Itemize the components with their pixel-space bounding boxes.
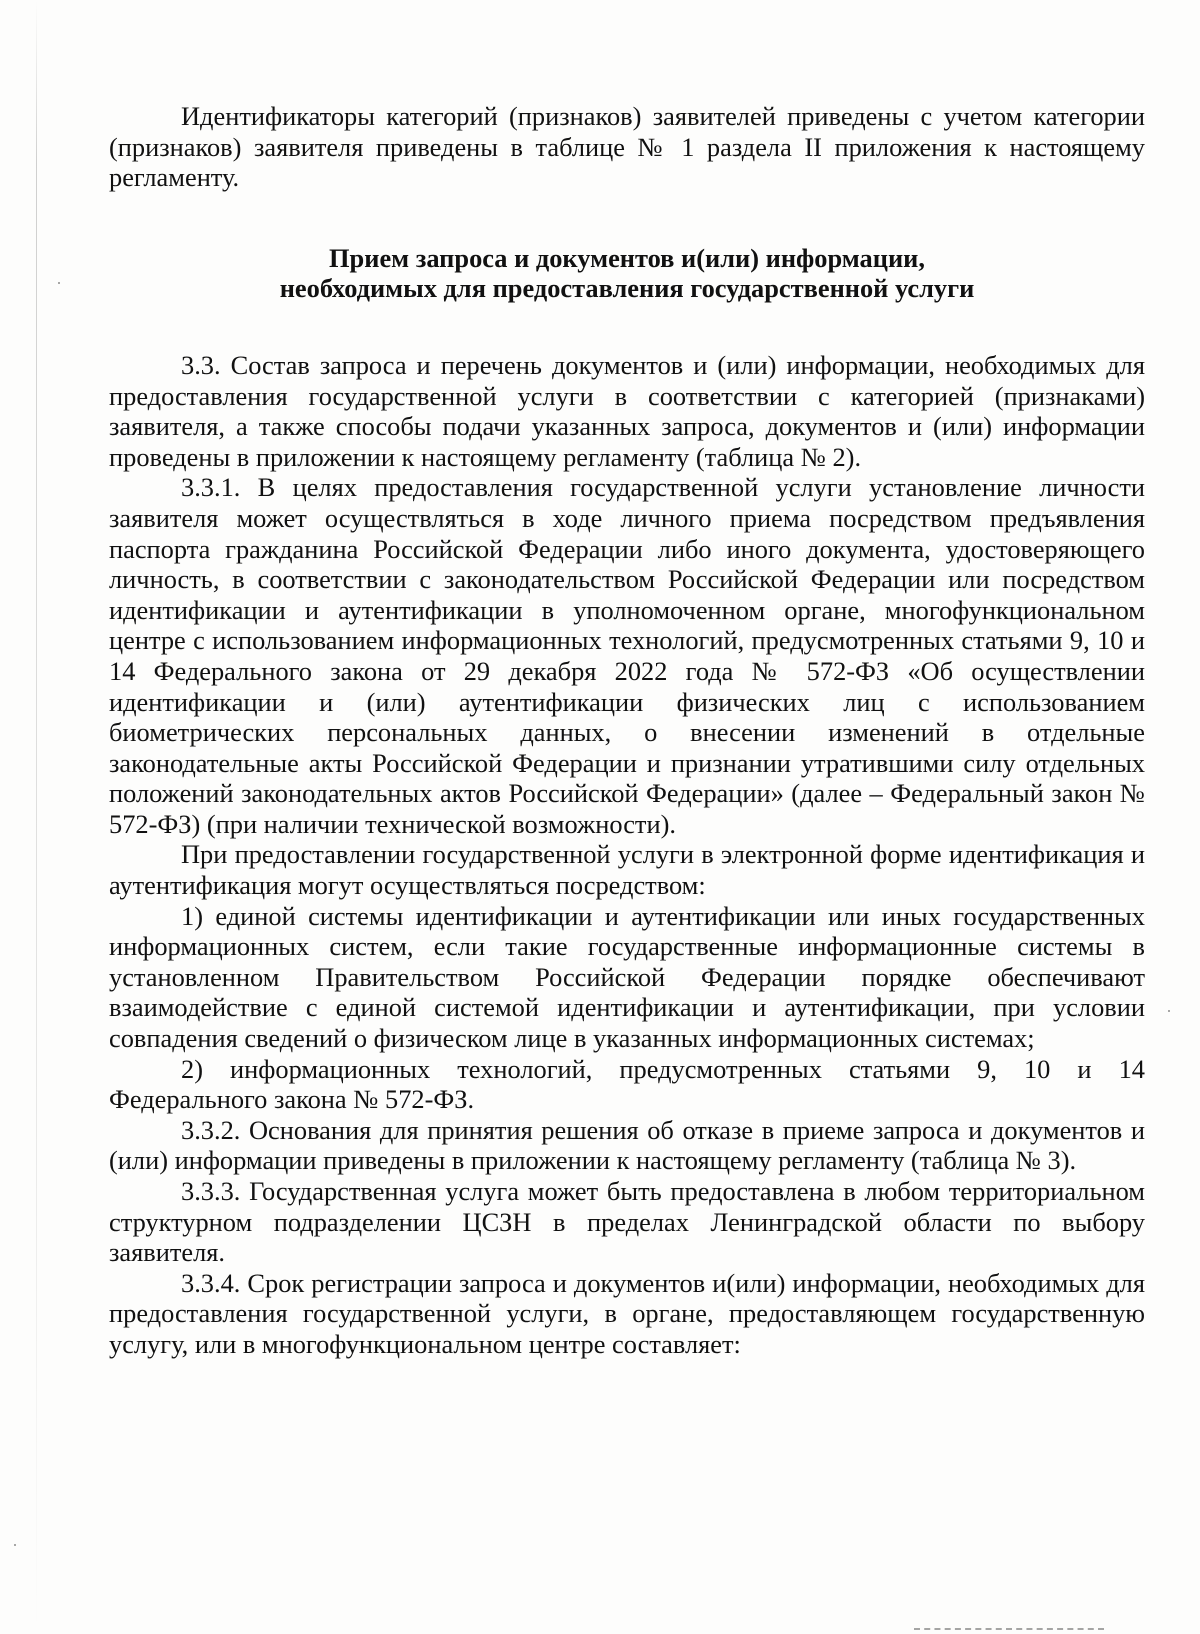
scan-speck [14, 1544, 16, 1546]
paragraph-3-3: 3.3. Состав запроса и перечень документов и (или) информации, необходимых для предоставления государственной услуги в соответствии с категорией (признаками) заявителя, а также способы подачи указанных запроса, документов и (или) информации проведены в приложении к настоящему регламенту (таблица № 2). [109, 349, 1145, 472]
paragraph-3-3-3: 3.3.3. Государственная услуга может быть предоставлена в любом территориальном структурном подразделении ЦСЗН в пределах Ленинградской области по выбору заявителя. [109, 1176, 1145, 1268]
paragraph-3-3-1: 3.3.1. В целях предоставления государственной услуги установление личности заявителя может осуществляться в ходе личного приема посредством предъявления паспорта гражданина Российской Федерации либо иного документа, удостоверяющего личность, в соответствии с законодательством Российской Федерации или посредством идентификации и аутентификации в уполномоченном органе, многофункциональном центре с использованием информационных технологий, предусмотренных статьями 9, 10 и 14 Федерального закона от 29 декабря 2022 года № 572-ФЗ «Об осуществлении идентификации и (или) аутентификации физических лиц с использованием биометрических персональных данных, о внесении изменений в отдельные законодательные акты Российской Федерации и признании утратившими силу отдельных положений законодательных актов Российской Федерации» (далее – Федеральный закон № 572-ФЗ) (при наличии технической возможности). [109, 472, 1145, 839]
list-item-2: 2) информационных технологий, предусмотренных статьями 9, 10 и 14 Федерального закона № 572-ФЗ. [109, 1053, 1145, 1115]
list-item-1: 1) единой системы идентификации и аутентификации или иных государственных информационных систем, если такие государственные информационные системы в установленном Правительством Российской Федерации порядке обеспечивают взаимодействие с единой системой идентификации и аутентификации, при условии совпадения сведений о физическом лице в указанных информационных системах; [109, 900, 1145, 1054]
paragraph-electronic-form: При предоставлении государственной услуги в электронной форме идентификация и аутентификация могут осуществляться посредством: [109, 839, 1145, 901]
document-body [109, 101, 1145, 1360]
scan-speck [1168, 1010, 1170, 1012]
paragraph-3-3-2: 3.3.2. Основания для принятия решения об отказе в приеме запроса и документов и (или) информации приведены в приложении к настоящему регламенту (таблица № 3). [109, 1114, 1145, 1176]
scan-speck [58, 282, 60, 284]
section-heading-line-2: необходимых для предоставления государственной услуги [279, 273, 975, 304]
intro-paragraph: Идентификаторы категорий (признаков) заявителей приведены с учетом категории (признаков) заявителя приведены в таблице № 1 раздела II приложения к настоящему регламенту. [109, 101, 1145, 193]
section-heading-line-1: Прием запроса и документов и(или) информации, [329, 242, 925, 273]
section-heading [109, 243, 1145, 304]
scan-edge-line [36, 0, 37, 1634]
scan-footer-marks [914, 1628, 1104, 1634]
paragraph-3-3-4: 3.3.4. Срок регистрации запроса и документов и(или) информации, необходимых для предоставления государственной услуги, в органе, предоставляющем государственную услугу, или в многофункциональном центре составляет: [109, 1267, 1145, 1359]
